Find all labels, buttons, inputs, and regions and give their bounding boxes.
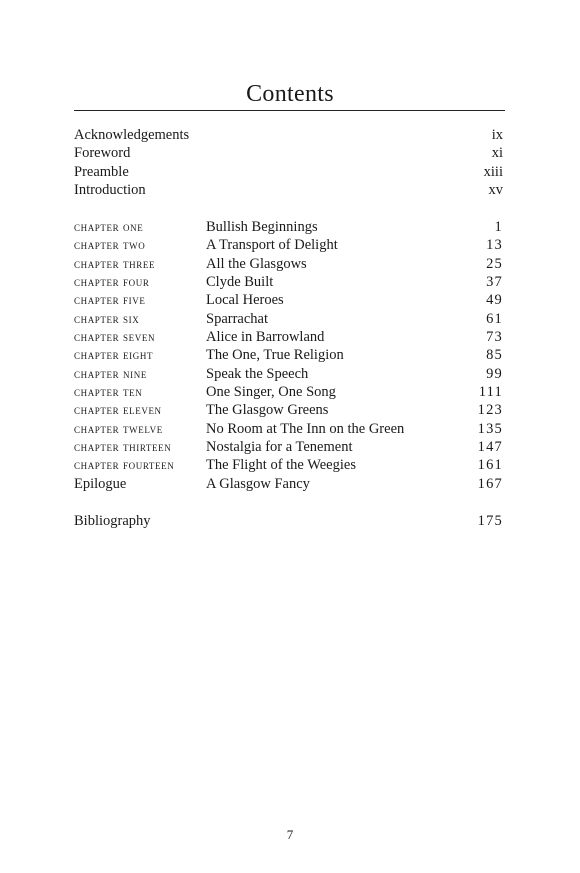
chapter-title: Clyde Built <box>206 274 274 291</box>
chapter-page: 111 <box>478 384 503 401</box>
entry-page: ix <box>491 127 503 143</box>
toc-entry-bibliography[interactable] <box>74 512 505 530</box>
entry-label: Acknowledgements <box>74 127 190 143</box>
toc-entry-chapter[interactable] <box>74 438 505 456</box>
entry-label: Introduction <box>74 182 146 199</box>
toc-entry-chapter[interactable] <box>74 236 505 254</box>
chapter-title: Speak the Speech <box>206 365 309 382</box>
chapter-number: chapter four <box>74 274 150 290</box>
chapter-page: 25 <box>486 255 503 272</box>
chapter-page: 61 <box>486 310 503 327</box>
chapter-page: 85 <box>486 347 503 364</box>
chapter-page: 135 <box>477 420 503 437</box>
chapter-number: chapter five <box>74 292 146 308</box>
chapter-page: 123 <box>477 402 503 419</box>
toc-entry-chapter[interactable] <box>74 218 505 236</box>
toc-entry-front-matter[interactable] <box>74 126 505 144</box>
toc-entry-chapter[interactable] <box>74 346 505 364</box>
chapter-title: The One, True Religion <box>206 347 344 364</box>
entry-label: Foreword <box>74 145 131 162</box>
toc-entry-front-matter[interactable] <box>74 181 505 199</box>
back-matter-list <box>74 512 505 530</box>
bibliography-page: 175 <box>477 513 503 529</box>
toc-entry-chapter[interactable] <box>74 365 505 383</box>
chapter-title: The Flight of the Weegies <box>206 457 356 474</box>
chapter-number: chapter eleven <box>74 402 162 418</box>
chapter-number: chapter six <box>74 310 140 326</box>
chapter-number: chapter thirteen <box>74 439 172 455</box>
entry-page: xv <box>488 182 503 199</box>
chapter-number: chapter one <box>74 219 144 234</box>
epilogue-list <box>74 475 505 493</box>
chapter-title: One Singer, One Song <box>206 384 336 401</box>
epilogue-label: Epilogue <box>74 476 127 492</box>
page-number: 7 <box>286 827 294 842</box>
chapter-title: All the Glasgows <box>206 255 307 272</box>
entry-label: Preamble <box>74 163 129 180</box>
chapter-page: 13 <box>486 237 503 254</box>
toc-entry-chapter[interactable] <box>74 420 505 438</box>
chapter-number: chapter nine <box>74 365 147 381</box>
toc-entry-chapter[interactable] <box>74 273 505 291</box>
chapter-title: A Transport of Delight <box>206 237 338 254</box>
front-matter-list <box>74 126 505 199</box>
toc-entry-front-matter[interactable] <box>74 144 505 162</box>
chapter-page: 37 <box>486 274 503 291</box>
chapter-number: chapter three <box>74 255 156 271</box>
chapter-title: Local Heroes <box>206 292 284 309</box>
chapter-number: chapter twelve <box>74 420 163 436</box>
chapter-number: chapter ten <box>74 384 143 400</box>
toc-entry-chapter[interactable] <box>74 310 505 328</box>
entry-page: xiii <box>483 163 503 180</box>
epilogue-page: 167 <box>477 476 503 492</box>
toc-entry-chapter[interactable] <box>74 291 505 309</box>
chapter-page: 99 <box>486 365 503 382</box>
chapter-page: 161 <box>477 457 503 474</box>
toc-entry-chapter[interactable] <box>74 328 505 346</box>
chapter-page: 1 <box>494 219 503 235</box>
chapter-page: 49 <box>486 292 503 309</box>
chapter-page: 73 <box>486 329 503 346</box>
chapter-title: Sparrachat <box>206 310 268 327</box>
entry-page: xi <box>491 145 503 162</box>
chapter-title: The Glasgow Greens <box>206 402 329 419</box>
toc-entry-chapter[interactable] <box>74 456 505 474</box>
title-rule <box>74 110 505 111</box>
chapter-title: Nostalgia for a Tenement <box>206 439 353 456</box>
chapter-title: Bullish Beginnings <box>206 219 318 235</box>
toc-entry-chapter[interactable] <box>74 255 505 273</box>
chapter-page: 147 <box>477 439 503 456</box>
chapter-list <box>74 218 505 475</box>
bibliography-label: Bibliography <box>74 513 151 529</box>
chapter-number: chapter two <box>74 237 146 253</box>
chapter-title: Alice in Barrowland <box>206 329 325 346</box>
epilogue-title: A Glasgow Fancy <box>206 476 310 492</box>
chapter-title: No Room at The Inn on the Green <box>206 420 405 437</box>
chapter-number: chapter eight <box>74 347 154 363</box>
chapter-number: chapter fourteen <box>74 457 175 473</box>
page-title: Contents <box>246 81 334 107</box>
toc-entry-chapter[interactable] <box>74 401 505 419</box>
toc-entry-epilogue[interactable] <box>74 475 505 493</box>
chapter-number: chapter seven <box>74 329 156 345</box>
toc-entry-chapter[interactable] <box>74 383 505 401</box>
toc-entry-front-matter[interactable] <box>74 163 505 181</box>
